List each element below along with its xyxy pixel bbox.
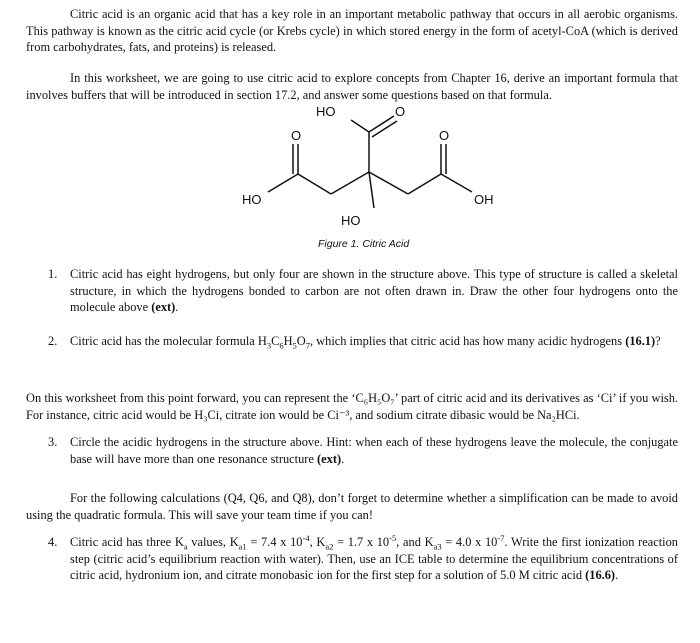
- question-4-ka2: = 1.7 x 10: [333, 535, 390, 549]
- question-4-ka3-label: , and K: [396, 535, 434, 549]
- bond-left-chain: [298, 174, 331, 194]
- question-2: [48, 333, 678, 350]
- question-4-end: .: [615, 568, 619, 582]
- question-4-ka2-label: , K: [309, 535, 326, 549]
- question-2-end: ?: [655, 334, 661, 348]
- question-4-text-b: values, K: [187, 535, 239, 549]
- question-4-text-c: . Write the first ionization reaction step (citric acid’s equilibrium reaction with water). Then, use an ICE table to determine the equilibrium concentrations of citric acid, hydronium ion, and citrate monobasic ion for the first step for a solution of 5.0 M citric acid: [70, 535, 679, 582]
- label-top-ho: HO: [316, 104, 336, 119]
- question-4-ka3: = 4.0 x 10: [441, 535, 498, 549]
- bond-central-co-2: [372, 121, 397, 137]
- question-4-ka1: = 7.4 x 10: [246, 535, 303, 549]
- bond-central-right: [369, 172, 408, 194]
- question-3-ref: (ext): [317, 451, 342, 466]
- question-1-end: .: [175, 300, 179, 314]
- label-o-right: O: [439, 128, 450, 143]
- question-4-text-a: Citric acid has three K: [70, 535, 184, 549]
- bond-central-oh: [369, 172, 374, 208]
- question-2-text-a: Citric acid has the molecular formula H: [70, 334, 267, 348]
- question-2-text-b: , which implies that citric acid has how many acidic hydrogens: [309, 334, 623, 348]
- intro-text-1: Citric acid is an organic acid that has a key role in an important metabolic pathway that occurs in all aerobic organisms. This pathway is known as the citric acid cycle (or Krebs cycle) in which stored energy in the form of acetyl-CoA (which is derived from carbohydrates, fats, and proteins) is released.: [26, 7, 678, 54]
- question-2-ref: (16.1): [625, 334, 656, 348]
- question-4-ref: (16.6): [585, 568, 616, 582]
- question-1-number: 1.: [48, 267, 58, 281]
- question-1-ref: (ext): [151, 300, 176, 314]
- bond-left-oh: [268, 174, 298, 192]
- figure-caption: Figure 1. Citric Acid: [318, 238, 410, 250]
- question-1-body: [70, 266, 678, 316]
- label-right-oh: OH: [474, 192, 494, 207]
- question-4-body: Citric acid has three $K_a$ values, $K_{a1} = 7.4$ x $10^{-4}$, $K_{a2} = 1.7$ x $10^{-5}$, and $K_{a3} = 4.0$ x $10^{-7}$. Write the first ionization reaction step (citric acid’s equilibrium reaction with water). Then, use an ICE table to determine the equilibrium concentrations of citric acid, hydronium ion, and citrate monobasic ion for the first step for a solution of 5.0 M citric acid (16.6).: [70, 532, 679, 582]
- question-3-text: Circle the acidic hydrogens in the structure above. Hint: when each of these hydrogens leave the molecule, the conjugate base will have more than one resonance structure: [70, 435, 678, 466]
- bond-right-chain: [408, 174, 441, 194]
- bond-left-central: [331, 172, 369, 194]
- question-4: [48, 534, 678, 584]
- skeletal-structure-svg: [236, 102, 516, 252]
- ci-note-text: On this worksheet from this point forward, you can represent the ‘C₆H₅O₇’ part of citric acid and its derivatives as ‘Ci’ if you wish. For instance, citric acid would be H₃Ci, citrate ion would be Ci⁻³, and sodium citrate dibasic would be Na₂HCi.: [26, 391, 678, 422]
- question-3-end: .: [341, 451, 345, 466]
- label-bottom-ho: HO: [341, 213, 361, 228]
- intro-paragraph-2: [26, 70, 678, 103]
- calc-note: [26, 490, 678, 523]
- question-3-body: [70, 434, 678, 467]
- question-2-number: 2.: [48, 334, 58, 348]
- bond-right-oh: [441, 174, 472, 192]
- intro-text-2: In this worksheet, we are going to use citric acid to explore concepts from Chapter 16, derive an important formula that involves buffers that will be introduced in section 17.2, and answer some questions based on that formula.: [26, 71, 678, 102]
- label-o-left: O: [291, 128, 302, 143]
- ci-note: [26, 390, 678, 423]
- label-o-center: O: [395, 104, 406, 119]
- question-2-body: Citric acid has the molecular formula $H_3C_6H_5O_7$, which implies that citric acid has how many acidic hydrogens (16.1)?: [70, 334, 661, 351]
- calc-note-text: For the following calculations (Q4, Q6, and Q8), don’t forget to determine whether a simplification can be made to avoid using the quadratic formula. This will save your team time if you can!: [26, 491, 678, 522]
- question-4-number: 4.: [48, 535, 58, 549]
- intro-paragraph-1: [26, 6, 678, 56]
- citric-acid-structure: [236, 102, 516, 252]
- label-left-ho: HO: [242, 192, 262, 207]
- question-1-text: Citric acid has eight hydrogens, but only four are shown in the structure above. This type of structure is called a skeletal structure, in which the hydrogens bonded to carbon are not often drawn in. Draw the other four hydrogens onto the molecule above: [70, 267, 678, 314]
- question-1: [48, 266, 678, 316]
- bond-central-ho: [351, 120, 369, 132]
- question-3-number: 3.: [48, 435, 58, 449]
- bond-central-co-1: [369, 116, 394, 132]
- question-3: [48, 434, 678, 467]
